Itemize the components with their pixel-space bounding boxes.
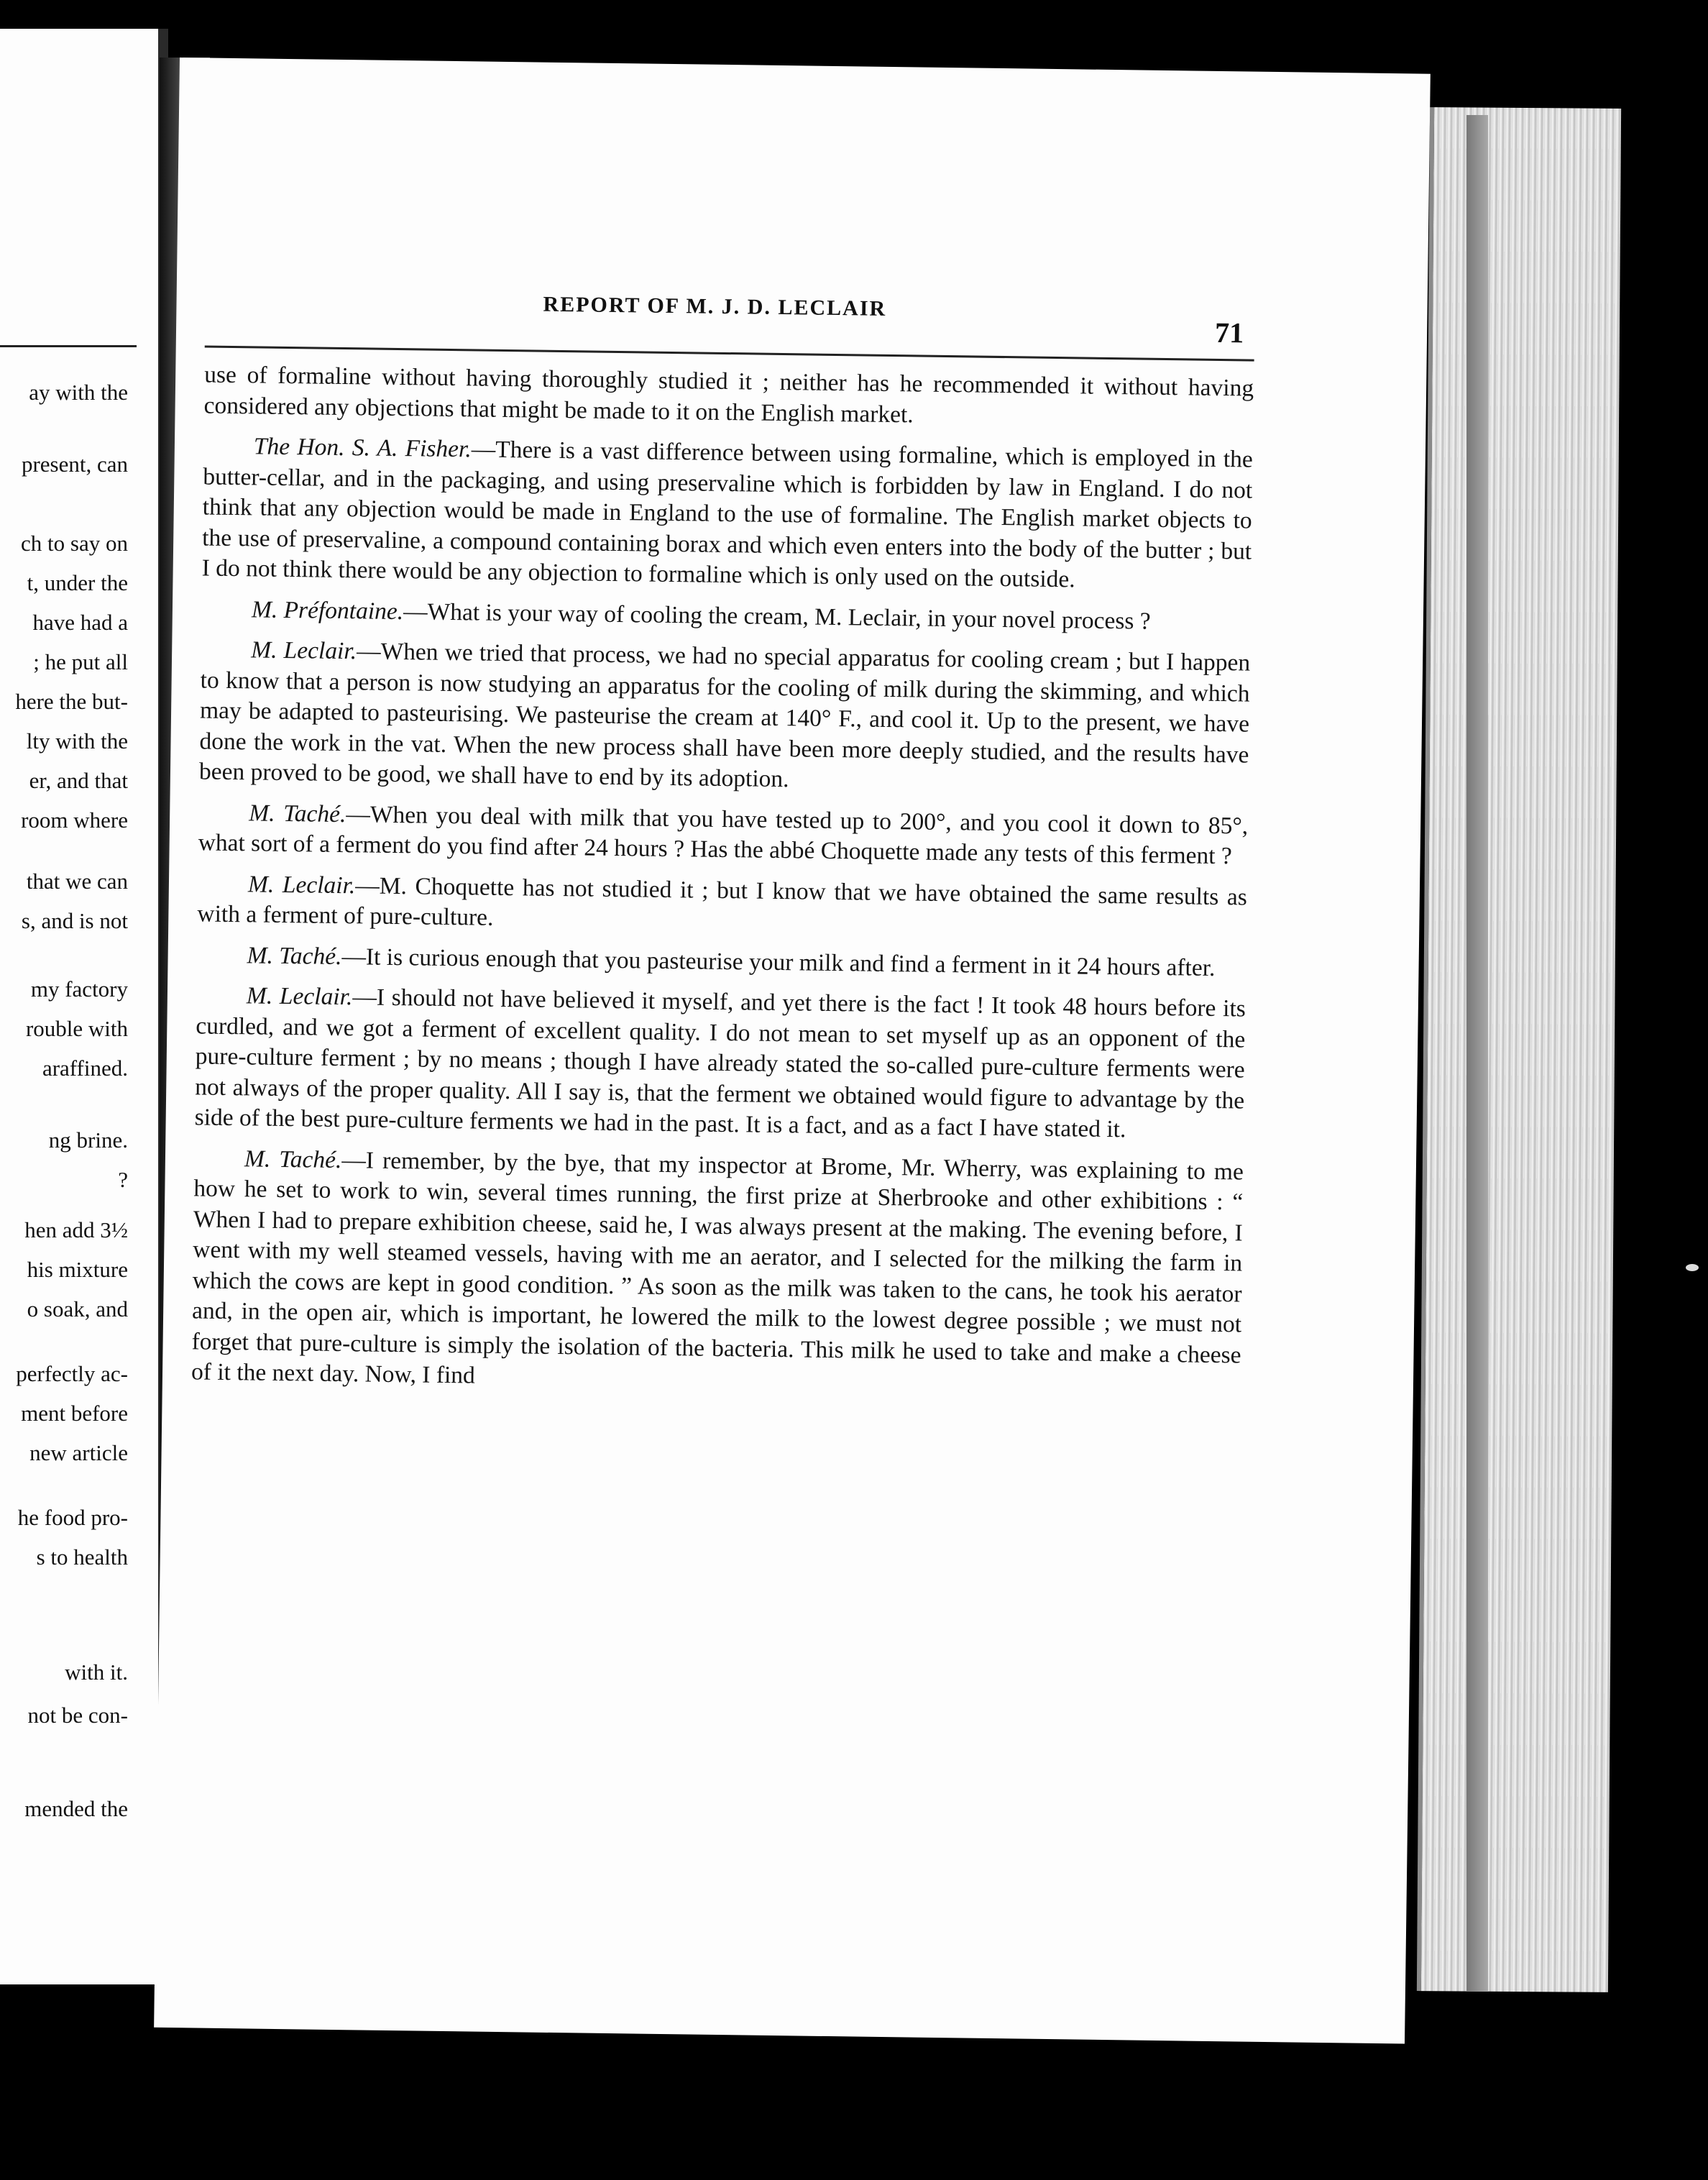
speaker-name: M. Leclair. (246, 982, 353, 1011)
paragraph-text: —It is curious enough that you pasteurise your milk and find a ferment in it 24 hours after. (341, 943, 1216, 981)
left-page-line: t, under the (27, 570, 128, 595)
paragraph (194, 980, 1246, 1147)
paragraph-text: —I should not have believed it myself, and yet there is the fact ! It took 48 hours before its curdled, and we got a ferment of excellent quality. I do not mean to set myself up as an opponent of the pure-culture ferment ; by no means ; though I have already stated the so-called pure-culture ferments were not always of the proper quality. All I say is, that the ferment we obtained would figure to advantage by the side of the best pure-culture ferments we had in the past. It is a fact, and as a fact I have stated it. (194, 984, 1246, 1143)
paragraph (197, 869, 1247, 943)
left-page-line: new article (29, 1440, 128, 1465)
left-page-line: ; he put all (33, 649, 128, 674)
left-page-line: o soak, and (27, 1296, 128, 1322)
page-edges (1417, 107, 1621, 1992)
running-header: REPORT OF M. J. D. LECLAIR (543, 292, 887, 321)
left-page-header-rule (0, 345, 137, 347)
page-edge-shadow (1466, 115, 1488, 1992)
left-page-line: perfectly ac- (16, 1361, 128, 1386)
left-page-line: my factory (30, 976, 128, 1002)
left-page-line: er, and that (29, 768, 128, 793)
body-text (191, 359, 1254, 1411)
left-page-line: here the but- (15, 689, 128, 714)
speaker-name: M. Leclair. (247, 870, 356, 899)
paragraph (196, 940, 1246, 984)
speaker-name: M. Taché. (249, 799, 346, 828)
left-page-line: mended the (24, 1796, 128, 1821)
paragraph (201, 431, 1253, 597)
left-page-line: ment before (21, 1401, 128, 1426)
scan-speck (1686, 1264, 1699, 1271)
speaker-name: M. Taché. (247, 941, 342, 970)
speaker-name: M. Taché. (244, 1145, 342, 1173)
left-page-line: that we can (26, 869, 128, 894)
left-page-line: ? (118, 1167, 128, 1192)
paragraph (201, 594, 1251, 638)
paragraph-text: —When you deal with milk that you have tested up to 200°, and you cool it down to 85°, what sort of a ferment do you find after 24 hours ? Has the abbé Choquette made any tests of this ferment ? (198, 800, 1249, 870)
paragraph-text: —When we tried that process, we had no special apparatus for cooling cream ; but I happen to know that a person is now studying an apparatus for the cooling of milk during the skimming, and which may be adapted to pasteurising. We pasteurise the cream at 140° F., and cool it. Up to the present, we have done the work in the vat. When the new process shall have been more deeply studied, and the results have been proved to be good, we shall have to end by its adoption. (198, 638, 1251, 793)
left-page-line: with it. (65, 1659, 128, 1685)
left-page-line: rouble with (25, 1016, 128, 1041)
paragraph (191, 1143, 1244, 1401)
page-number: 71 (1214, 316, 1244, 349)
left-page-line: present, can (21, 452, 128, 477)
left-page-line: room where (21, 807, 128, 833)
paragraph (198, 797, 1248, 872)
left-facing-page (0, 29, 168, 1984)
left-page-line: have had a (32, 610, 128, 635)
paragraph (199, 634, 1251, 801)
paragraph-text: —M. Choquette has not studied it ; but I know that we have obtained the same results as with a ferment of pure-culture. (197, 871, 1248, 931)
left-page-line: araffined. (42, 1055, 128, 1081)
paragraph-text: —There is a vast difference between using formaline, which is employed in the butter-cellar, and in the packaging, and using preservaline which is forbidden by law in England. I do not think that any objection would be made in England to the use of formaline. The English market objects to the use of preservaline, a compound containing borax and which even enters into the body of the butter ; but I do not think there would be any objection to formaline which is only used on the outside. (201, 436, 1254, 593)
paragraph-text: —What is your way of cooling the cream, M. Leclair, in your novel process ? (403, 597, 1151, 635)
left-page-line: ay with the (29, 380, 128, 405)
main-page (154, 58, 1431, 2044)
paragraph (203, 359, 1254, 434)
paragraph-text: —I remember, by the bye, that my inspector at Brome, Mr. Wherry, was explaining to me how he set to work to win, several times running, the first prize at Sherbrooke and other exhibitions : “ When I had to prepare exhibition cheese, said he, I was always present at the making. The evening before, I went with my well steamed vessels, having with me an aerator, and I selected for the milking the farm in which the cows are kept in good condition. ” As soon as the milk was taken to the cans, he took his aerator and, in the open air, which is important, he lowered the milk to the lowest degree possible ; we must not forget that pure-culture is simply the isolation of the bacteria. This milk he used to take and make a cheese of it the next day. Now, I find (190, 1146, 1244, 1389)
left-page-line: s, and is not (21, 908, 128, 933)
left-page-line: lty with the (26, 728, 128, 754)
left-page-line: ch to say on (21, 531, 128, 556)
left-page-line: ng brine. (48, 1127, 128, 1153)
left-page-line: his mixture (27, 1257, 128, 1282)
speaker-name: M. Préfontaine. (251, 595, 404, 625)
left-page-line: not be con- (27, 1703, 128, 1728)
left-page-line: hen add 3½ (24, 1217, 128, 1242)
paragraph-text: use of formaline without having thoroughly studied it ; neither has he recommended it without having considered any objections that might be made to it on the English market. (203, 361, 1254, 428)
header-rule (205, 345, 1254, 361)
left-page-line: he food pro- (17, 1505, 128, 1530)
speaker-name: M. Leclair. (250, 636, 357, 665)
speaker-name: The Hon. S. A. Fisher. (253, 433, 472, 463)
left-page-line: s to health (36, 1544, 128, 1570)
